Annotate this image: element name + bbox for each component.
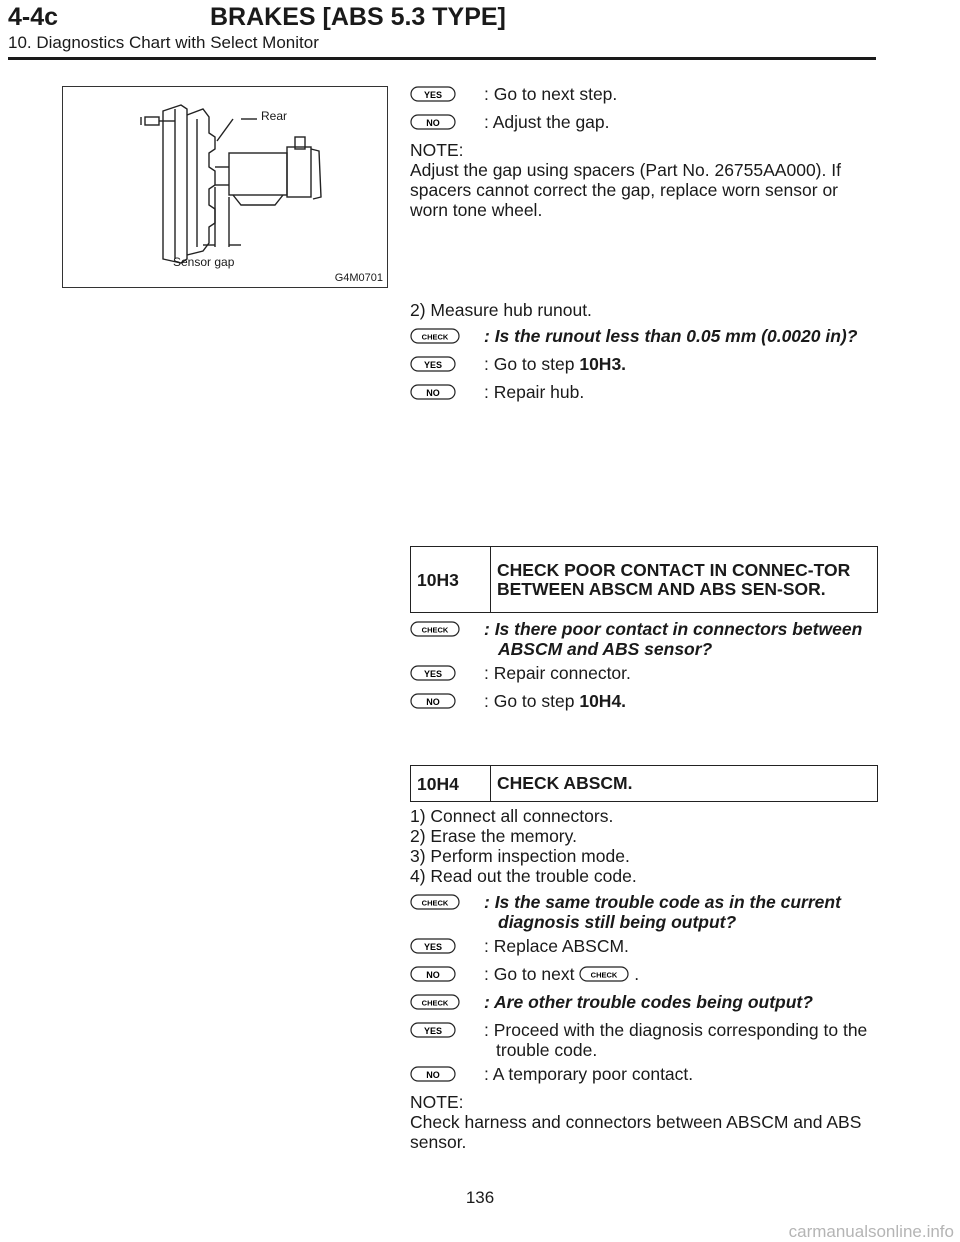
yes-icon bbox=[410, 665, 456, 681]
yes-badge-text: YES bbox=[423, 1026, 443, 1036]
yes-row bbox=[410, 1020, 878, 1060]
step-title: CHECK POOR CONTACT IN CONNEC-TOR BETWEEN ABSCM AND ABS SEN-SOR. bbox=[491, 547, 878, 613]
no-text: : A temporary poor contact. bbox=[484, 1064, 694, 1084]
sensor-gap-figure bbox=[62, 86, 388, 288]
step-number: 10H3 bbox=[411, 547, 491, 613]
no-text: : Adjust the gap. bbox=[484, 112, 610, 132]
no-text: : Go to next bbox=[484, 964, 575, 984]
yes-badge-text: YES bbox=[423, 360, 443, 370]
check-badge-text: CHECK bbox=[421, 898, 449, 908]
step-number: 10H4 bbox=[411, 766, 491, 802]
yes-icon bbox=[410, 938, 456, 954]
no-row bbox=[410, 1064, 878, 1088]
yes-row bbox=[410, 354, 878, 378]
no-row bbox=[410, 964, 878, 988]
yes-icon bbox=[410, 86, 456, 102]
check-badge-text: CHECK bbox=[591, 970, 618, 980]
page-header bbox=[8, 4, 876, 58]
yes-text: : Replace ABSCM. bbox=[484, 936, 629, 956]
instruction-step: 4) Read out the trouble code. bbox=[410, 866, 637, 886]
check-icon bbox=[579, 966, 629, 982]
yes-badge-text: YES bbox=[423, 942, 443, 952]
no-icon bbox=[410, 384, 456, 400]
instruction-measure-runout: 2) Measure hub runout. bbox=[410, 300, 592, 320]
check-badge-text: CHECK bbox=[421, 998, 449, 1008]
no-badge-text: NO bbox=[426, 388, 440, 398]
instruction-step: 1) Connect all connectors. bbox=[410, 806, 614, 826]
page-number: 136 bbox=[465, 1188, 495, 1207]
yes-row bbox=[410, 663, 878, 687]
yes-icon bbox=[410, 1022, 456, 1038]
yes-text: : Go to next step. bbox=[484, 84, 618, 104]
no-badge-text: NO bbox=[426, 697, 440, 707]
no-badge-text: NO bbox=[426, 1070, 440, 1080]
no-icon bbox=[410, 693, 456, 709]
yes-text: : Go to step bbox=[484, 354, 575, 374]
check-text: : Are other trouble codes being output? bbox=[484, 992, 813, 1012]
instruction-step: 3) Perform inspection mode. bbox=[410, 846, 630, 866]
section-code: 4-4c bbox=[8, 3, 59, 31]
check-row bbox=[410, 992, 878, 1016]
check-icon bbox=[410, 894, 460, 910]
no-row bbox=[410, 382, 878, 406]
no-icon bbox=[410, 114, 456, 130]
procedure-content bbox=[410, 84, 878, 1152]
no-row bbox=[410, 112, 878, 136]
header-divider bbox=[8, 57, 876, 60]
note-label: NOTE: bbox=[410, 140, 464, 160]
check-row bbox=[410, 326, 878, 350]
step-reference[interactable]: 10H3. bbox=[579, 354, 627, 374]
step-10h3-table bbox=[410, 546, 878, 613]
check-badge-text: CHECK bbox=[421, 332, 449, 342]
note-text: Adjust the gap using spacers (Part No. 26755AA000). If spacers cannot correct the gap, replace worn sensor or worn tone wheel. bbox=[410, 160, 841, 220]
step-10h4-table bbox=[410, 765, 878, 802]
step-title: CHECK ABSCM. bbox=[491, 766, 878, 802]
yes-icon bbox=[410, 356, 456, 372]
no-icon bbox=[410, 1066, 456, 1082]
check-text: : Is there poor contact in connectors between ABSCM and ABS sensor? bbox=[484, 619, 863, 659]
no-text: : Repair hub. bbox=[484, 382, 585, 402]
no-badge-text: NO bbox=[426, 118, 440, 128]
figure-label-sensor-gap: Sensor gap bbox=[173, 255, 235, 269]
no-icon bbox=[410, 966, 456, 982]
yes-text: : Proceed with the diagnosis corresponding to the trouble code. bbox=[484, 1020, 868, 1060]
figure-code: G4M0701 bbox=[334, 272, 383, 284]
figure-label-rear: Rear bbox=[261, 109, 288, 123]
check-row bbox=[410, 892, 878, 932]
instruction-step: 2) Erase the memory. bbox=[410, 826, 577, 846]
yes-row bbox=[410, 84, 878, 108]
no-badge-text: NO bbox=[426, 970, 440, 980]
check-icon bbox=[410, 328, 460, 344]
check-text: : Is the runout less than 0.05 mm (0.0020 in)? bbox=[484, 326, 858, 346]
check-text: : Is the same trouble code as in the current diagnosis still being output? bbox=[484, 892, 841, 932]
yes-badge-text: YES bbox=[423, 669, 443, 679]
yes-text: : Repair connector. bbox=[484, 663, 631, 683]
no-text: : Go to step bbox=[484, 691, 575, 711]
page-title: BRAKES [ABS 5.3 TYPE] bbox=[210, 3, 506, 31]
no-row bbox=[410, 691, 878, 715]
note-label: NOTE: bbox=[410, 1092, 464, 1112]
page-subtitle: 10. Diagnostics Chart with Select Monitor bbox=[8, 33, 319, 52]
yes-badge-text: YES bbox=[423, 90, 443, 100]
yes-row bbox=[410, 936, 878, 960]
watermark: carmanualsonline.info bbox=[788, 1222, 954, 1241]
check-row bbox=[410, 619, 878, 659]
check-icon bbox=[410, 994, 460, 1010]
check-icon bbox=[410, 621, 460, 637]
note-text: Check harness and connectors between ABSCM and ABS sensor. bbox=[410, 1112, 862, 1152]
check-badge-text: CHECK bbox=[421, 625, 449, 635]
step-reference[interactable]: 10H4. bbox=[579, 691, 627, 711]
no-text-suffix: . bbox=[634, 964, 640, 984]
